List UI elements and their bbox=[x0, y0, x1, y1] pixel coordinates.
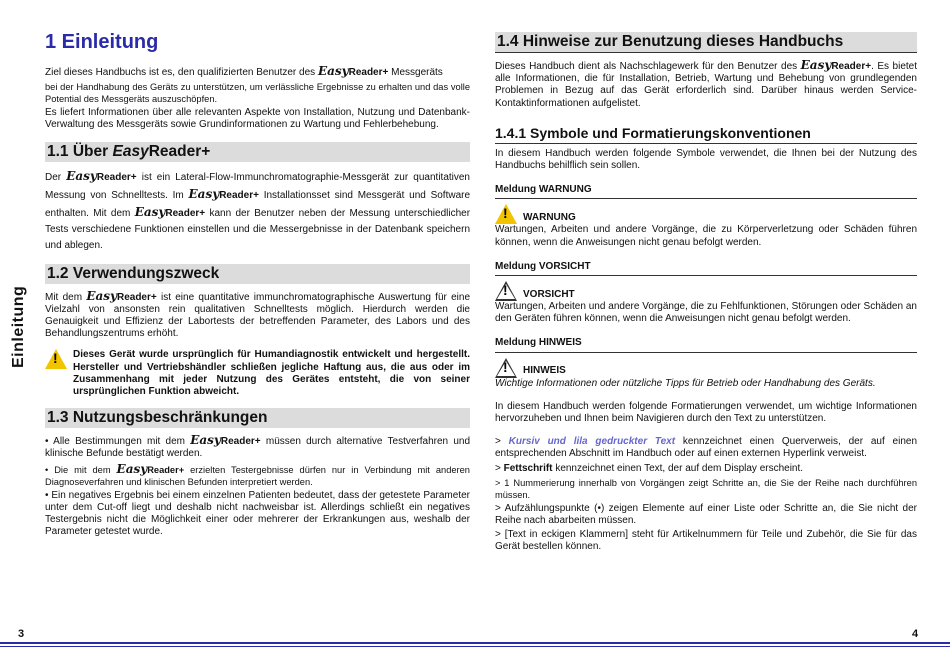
xref-example: Kursiv und lila gedruckter Text bbox=[508, 436, 676, 448]
note-text: Wichtige Informationen oder nützliche Tipps für Betrieb oder Handhabung des Geräts. bbox=[495, 377, 876, 389]
section-1-3-title: 1.3 Nutzungsbeschränkungen bbox=[45, 408, 470, 428]
easyreader-logo: EasyReader+ bbox=[317, 64, 389, 78]
intro-paragraph-1-cont: bei der Handhabung des Geräts zu unterstützen, um verlässliche Ergebnisse zu erhalten und das volle Potential des Messgeräts auszuschöpfen. bbox=[45, 82, 470, 105]
bold-example: Fettschrift bbox=[503, 462, 553, 474]
note-exclamation-icon bbox=[495, 358, 517, 378]
restriction-bullet-3: • Ein negatives Ergebnis bei einem einzelnen Patienten bedeutet, dass der getestete Parameter unter dem Cut-off liegt und deshalb nicht nachweisbar ist. Allerdings schließt ein negatives Testergebnis nicht die Möglichkeit einer oder mehrerer der Erkrankungen aus, weshalb der Parameter getestet wurde. bbox=[45, 489, 470, 538]
intro-paragraph-1: Ziel dieses Handbuchs ist es, den qualifizierten Benutzer des EasyReader+ Messgeräts bbox=[45, 64, 443, 78]
easyreader-logo: EasyReader+ bbox=[116, 461, 185, 476]
easyreader-logo: EasyReader+ bbox=[66, 168, 137, 183]
easyreader-logo: EasyReader+ bbox=[800, 58, 872, 72]
page-number-right: 4 bbox=[912, 628, 919, 640]
format-numbering: > 1 Nummerierung innerhalb von Vorgängen zeigt Schritte an, die Sie der Reihe nach durchführen müssen. bbox=[495, 477, 917, 500]
format-xref: > Kursiv und lila gedruckter Text kennzeichnet einen Querverweis, der auf einen entsprechenden Abschnitt im Handbuch oder auf einen externen Hyperlink verweist. bbox=[495, 436, 918, 460]
right-page bbox=[475, 0, 950, 672]
section-1-4-text: Dieses Handbuch dient als Nachschlagewerk für den Benutzer des EasyReader+. Es bietet alle Informationen, die für Installation, Betrieb, Wartung und Behebung von grundlegenden Problemen in Bezug auf das Gerät erforderlich sind. Darüber hinaus werden Service-Kontaktinformationen aufgelistet. bbox=[495, 58, 918, 109]
easyreader-logo: EasyReader+ bbox=[190, 433, 261, 448]
usage-warning-text: Dieses Gerät wurde ursprünglich für Humandiagnostik entwickelt und hergestellt. Hersteller und Vertriebshändler schließen jegliche Haftung aus, die aus oder im Zusammenhang mit jeder Nutzung des Gerätes entsteht, die von seiner ursprünglichen Funktion abweicht. bbox=[73, 349, 470, 398]
left-column bbox=[45, 30, 470, 540]
caution-triangle-icon bbox=[495, 281, 517, 301]
format-bullets: > Aufzählungspunkte (•) zeigen Elemente auf einer Liste oder Schritte an, die Sie nicht der Reihe nach abarbeiten müssen. bbox=[495, 502, 917, 527]
section-1-1-text: Der EasyReader+ ist ein Lateral-Flow-Immunchromatographie-Messgerät zur quantitativen Messung von Schnelltests. Im EasyReader+ Installationsset sind Messgerät und Software enthalten. Mit dem EasyReader+ kann der Benutzer neben der Messung unterschiedlicher Tests verschiedene Funktionen einstellen und die Messergebnisse in der Datenbank speichern und ablegen. bbox=[45, 168, 471, 251]
side-tab-label: Einleitung bbox=[10, 285, 27, 368]
note-heading: Meldung HINWEIS bbox=[495, 337, 917, 352]
easyreader-logo: EasyReader+ bbox=[86, 288, 157, 303]
caution-heading: Meldung VORSICHT bbox=[495, 261, 917, 276]
section-1-4-1-title: 1.4.1 Symbole und Formatierungskonventionen bbox=[495, 125, 917, 144]
note-label: HINWEIS bbox=[523, 365, 566, 377]
caution-label-row bbox=[495, 281, 917, 301]
warning-triangle-icon bbox=[45, 349, 67, 369]
footer-rule bbox=[0, 642, 950, 644]
note-label-row bbox=[495, 358, 917, 378]
warning-label: WARNUNG bbox=[523, 212, 576, 224]
warning-label-row bbox=[495, 204, 917, 224]
usage-warning bbox=[45, 349, 470, 398]
caution-label: VORSICHT bbox=[523, 288, 575, 300]
right-column bbox=[495, 32, 917, 556]
side-tab bbox=[4, 285, 34, 368]
format-brackets: > [Text in eckigen Klammern] steht für Artikelnummern für Teile und Zubehör, die Sie für das Gerät bestellen können. bbox=[495, 529, 917, 553]
section-1-4-title: 1.4 Hinweise zur Benutzung dieses Handbuchs bbox=[495, 32, 917, 53]
footer-rule-thin bbox=[0, 646, 950, 647]
restriction-bullet-1: • Alle Bestimmungen mit dem EasyReader+ müssen durch alternative Testverfahren und klinische Befunde bestätigt werden. bbox=[45, 433, 471, 460]
warning-heading: Meldung WARNUNG bbox=[495, 184, 917, 199]
chapter-title: 1 Einleitung bbox=[45, 31, 159, 53]
easyreader-logo: EasyReader+ bbox=[134, 204, 206, 219]
format-intro: In diesem Handbuch werden folgende Formatierungen verwendet, um wichtige Informationen hervorzuheben und Ihnen beim Navigieren durch den Text zu unterstützen. bbox=[495, 400, 917, 425]
section-1-2-text: Mit dem EasyReader+ ist eine quantitative immunchromatographische Auswertung für eine Vielzahl von ansonsten rein qualitativen Schnelltests möglich. Hierdurch werden die Genauigkeit und Effizienz der Labortests der betreffenden Parameter, des Labors und des Behandlungszentrums erhöht. bbox=[45, 288, 471, 340]
page-number-left: 3 bbox=[18, 628, 25, 640]
section-1-2-title: 1.2 Verwendungszweck bbox=[45, 264, 470, 284]
easyreader-logo: EasyReader+ bbox=[188, 186, 259, 201]
symbols-intro: In diesem Handbuch werden folgende Symbole verwendet, die Ihnen bei der Nutzung des Handbuchs behilflich sein sollen. bbox=[495, 147, 917, 172]
format-bold: > Fettschrift kennzeichnet einen Text, der auf dem Display erscheint. bbox=[495, 462, 804, 474]
warning-triangle-icon bbox=[495, 204, 517, 224]
warning-text: Wartungen, Arbeiten und andere Vorgänge, die zu Körperverletzung oder Schäden führen können, wenn die Anweisungen nicht genau befolgt werden. bbox=[495, 224, 917, 248]
intro-paragraph-2: Es liefert Informationen über alle relevanten Aspekte von Installation, Nutzung und Datenbank-Verwaltung des Messgeräts sowie Grundinformationen zu Wartung und Fehlerbehebung. bbox=[45, 107, 470, 131]
caution-text: Wartungen, Arbeiten und andere Vorgänge, die zu Fehlfunktionen, Störungen oder Schäden an den Geräten führen können, wenn die Anweisungen nicht genau befolgt werden. bbox=[495, 301, 917, 325]
section-1-1-title: 1.1 Über EasyReader+ bbox=[45, 142, 470, 162]
restriction-bullet-2: • Die mit dem EasyReader+ erzielten Testergebnisse dürfen nur in Verbindung mit anderen Diagnoseverfahren und klinischen Befunden interpretiert werden. bbox=[45, 461, 470, 487]
